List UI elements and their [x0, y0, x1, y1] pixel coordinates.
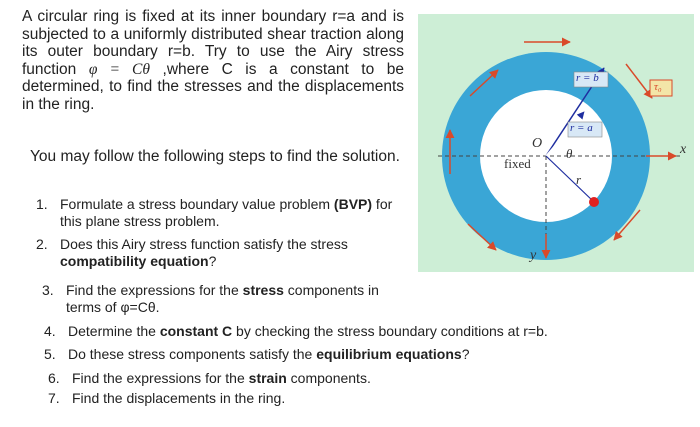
step-keyword: stress [242, 282, 284, 298]
step-keyword: strain [248, 370, 287, 386]
label-r: r [576, 172, 582, 187]
label-x: x [680, 142, 687, 157]
figure-labels [418, 14, 694, 272]
step-text: Do these stress components satisfy the [68, 346, 317, 362]
step-4 [44, 323, 648, 340]
step-text: components in terms of φ=Cθ. [66, 282, 379, 315]
step-number: 7. [48, 390, 60, 406]
step-1 [36, 196, 405, 229]
problem-statement [22, 8, 404, 114]
intro-text-b: ,where C is a constant to be determined, to find the stresses and the displacements in the ring. [22, 60, 404, 113]
step-text: components. [286, 370, 371, 386]
label-y: y [530, 248, 537, 263]
step-number: 6. [48, 370, 60, 386]
step-number: 3. [42, 282, 54, 298]
label-fixed: fixed [504, 156, 531, 171]
step-7 [48, 390, 652, 407]
step-keyword: (BVP) [333, 196, 373, 212]
followup-instruction: You may follow the following steps to find the solution. [30, 148, 400, 165]
step-6 [48, 370, 652, 387]
step-text: Formulate a stress boundary value problem [60, 196, 334, 212]
step-text: ? [461, 346, 470, 362]
step-2 [36, 236, 405, 269]
step-keyword: equilibrium equations [316, 346, 462, 362]
label-origin: O [532, 136, 543, 151]
step-5 [44, 346, 648, 363]
step-text: for this plane stress problem. [60, 196, 393, 229]
step-number: 5. [44, 346, 56, 362]
step-keyword: compatibility equation [60, 252, 209, 269]
label-tau: τ₀ [654, 81, 662, 93]
step-number: 4. [44, 323, 56, 339]
label-rb: r = b [576, 72, 599, 84]
step-text: ? [208, 252, 217, 269]
step-number: 2. [36, 236, 48, 252]
step-3 [42, 282, 411, 315]
intro-text-a: A circular ring is fixed at its inner boundary r=a and is subjected to a uniformly distributed shear traction along its outer boundary r=b. Try to use the Airy stress function [22, 8, 404, 78]
label-ra: r = a [570, 122, 593, 134]
step-keyword: constant C [159, 323, 233, 339]
step-text: Find the displacements in the ring. [72, 390, 286, 406]
step-text: Find the expressions for the [66, 282, 243, 298]
airy-function-expression: φ = Cθ [88, 60, 151, 78]
step-text: by checking the stress boundary conditions at r=b. [232, 323, 548, 339]
step-number: 1. [36, 196, 48, 212]
label-theta: θ [566, 146, 573, 161]
step-text: Determine the [68, 323, 160, 339]
step-text: Find the expressions for the [72, 370, 249, 386]
step-text: Does this Airy stress function satisfy the stress [60, 236, 348, 252]
